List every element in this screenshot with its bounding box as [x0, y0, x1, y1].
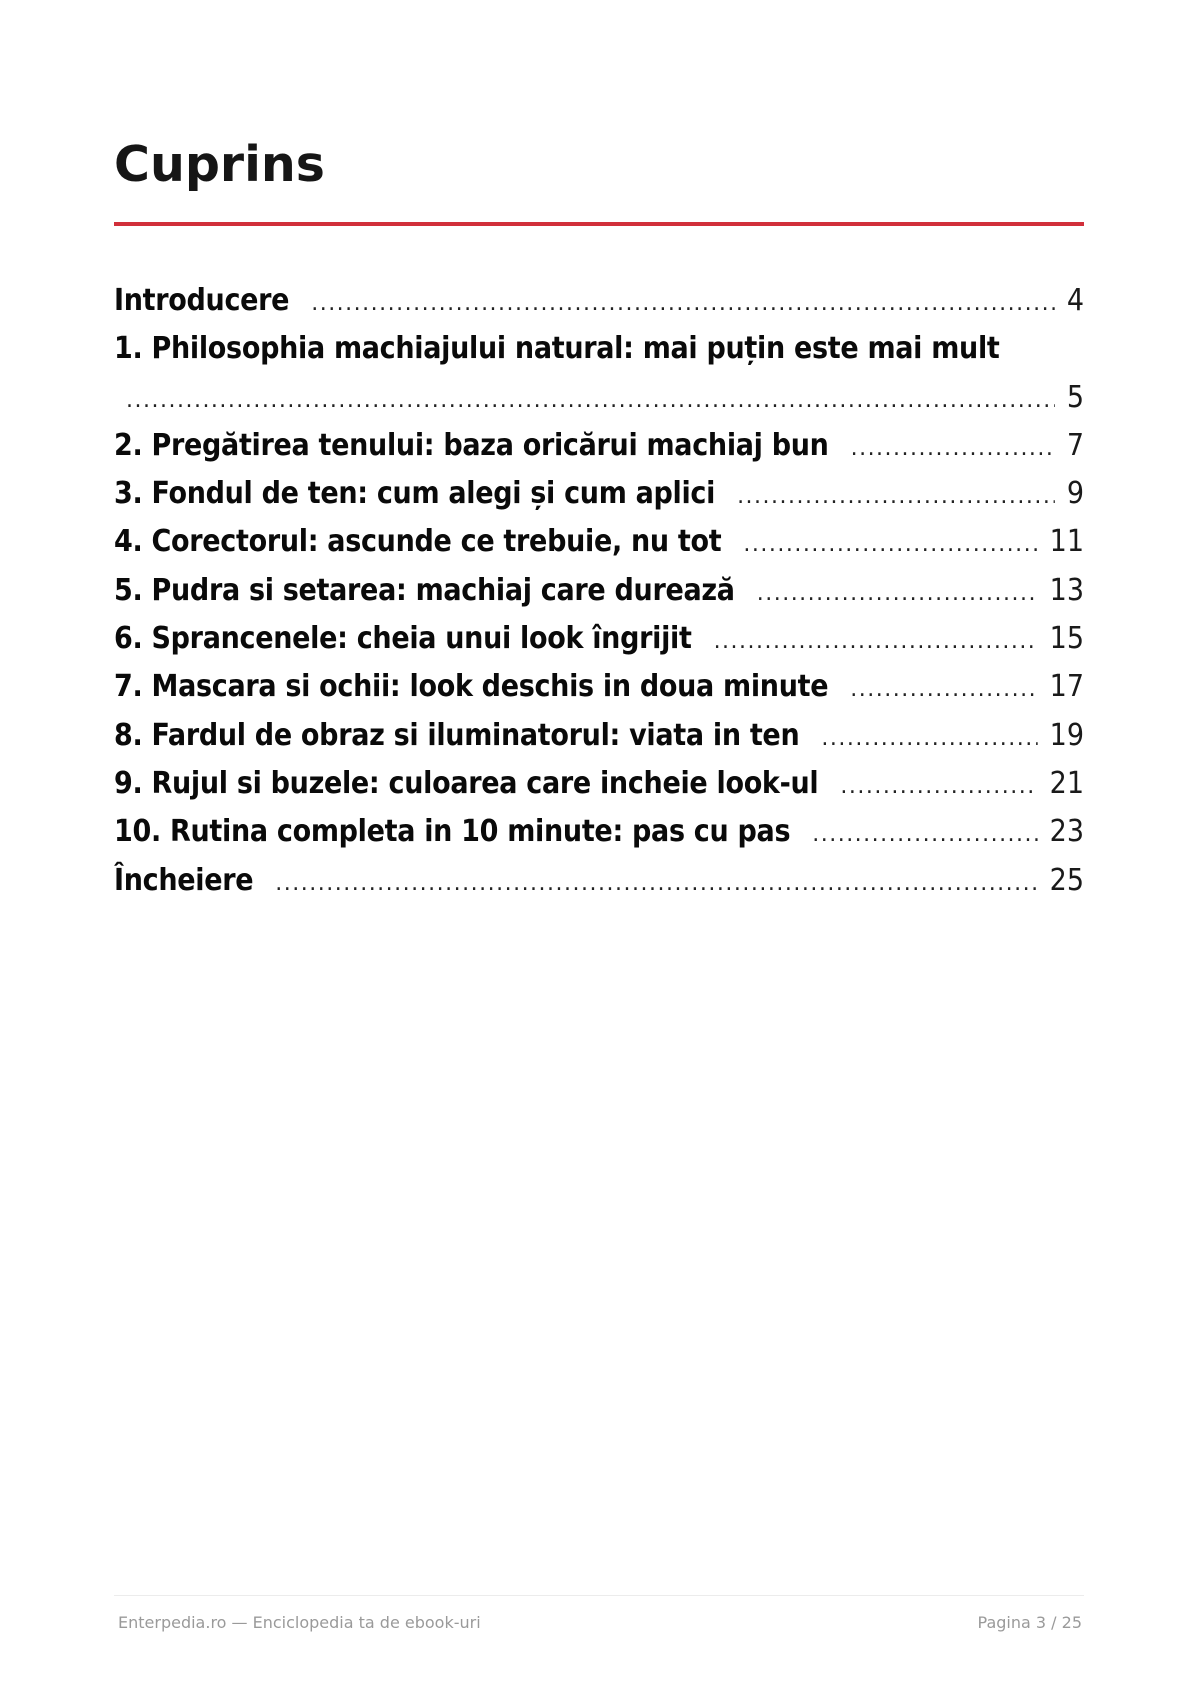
page-title: Cuprins [114, 136, 325, 193]
dot-leader [821, 715, 1037, 763]
toc-entry-chapter-4[interactable] [114, 518, 1084, 566]
toc-entry-chapter-5[interactable] [114, 567, 1084, 615]
dot-leader [840, 763, 1037, 811]
title-divider [114, 222, 1084, 226]
table-of-contents [114, 277, 1084, 905]
dot-leader [311, 280, 1055, 328]
toc-entry-chapter-10[interactable] [114, 808, 1084, 856]
toc-entry-page: 5 [1066, 379, 1084, 415]
toc-entry-page: 21 [1049, 765, 1084, 801]
toc-entry-label: 7. Mascara si ochii: look deschis in doua minute [114, 669, 829, 705]
dot-leader [757, 570, 1038, 618]
toc-entry-page: 23 [1049, 814, 1084, 850]
footer-divider [114, 1595, 1084, 1596]
toc-entry-page: 15 [1049, 621, 1084, 657]
toc-entry-label: 10. Rutina completa in 10 minute: pas cu pas [114, 814, 791, 850]
toc-entry-page: 9 [1066, 476, 1084, 512]
dot-leader [812, 811, 1037, 859]
toc-entry-label: 8. Fardul de obraz si iluminatorul: viata in ten [114, 717, 800, 753]
toc-entry-chapter-7[interactable] [114, 663, 1084, 711]
toc-entry-label: 3. Fondul de ten: cum alegi și cum aplici [114, 476, 716, 512]
toc-entry-label: Introducere [114, 283, 290, 318]
toc-entry-chapter-8[interactable] [114, 712, 1084, 760]
dot-leader [851, 425, 1055, 473]
toc-entry-label: Încheiere [114, 862, 254, 898]
toc-entry-label: 6. Sprancenele: cheia unui look îngrijit [114, 621, 692, 657]
dot-leader [126, 377, 1055, 425]
toc-entry-label: 4. Corectorul: ascunde ce trebuie, nu tot [114, 524, 722, 560]
toc-entry-label: 5. Pudra si setarea: machiaj care durează [114, 572, 735, 608]
toc-entry-chapter-3[interactable] [114, 470, 1084, 518]
footer-site-credit: Enterpedia.ro — Enciclopedia ta de ebook-uri [118, 1613, 481, 1632]
toc-entry-label: 2. Pregătirea tenului: baza oricărui machiaj bun [114, 427, 829, 463]
toc-entry-page: 4 [1066, 283, 1084, 318]
dot-leader [714, 618, 1038, 666]
dot-leader [850, 666, 1037, 714]
dot-leader [275, 860, 1037, 908]
dot-leader [743, 521, 1037, 569]
toc-entry-chapter-6[interactable] [114, 615, 1084, 663]
toc-entry-chapter-9[interactable] [114, 760, 1084, 808]
toc-entry-chapter-2[interactable] [114, 422, 1084, 470]
toc-entry-introducere[interactable] [114, 277, 1084, 325]
toc-entry-page: 7 [1066, 427, 1084, 463]
toc-entry-chapter-1-continuation[interactable] [114, 374, 1084, 422]
footer-page-number: Pagina 3 / 25 [977, 1613, 1082, 1632]
toc-entry-incheiere[interactable] [114, 857, 1084, 905]
toc-entry-label: 1. Philosophia machiajului natural: mai puțin este mai mult [114, 331, 1000, 367]
toc-entry-chapter-1[interactable] [114, 325, 1084, 373]
toc-entry-page: 13 [1049, 572, 1084, 608]
toc-entry-label: 9. Rujul si buzele: culoarea care incheie look-ul [114, 765, 819, 801]
toc-entry-page: 11 [1049, 524, 1084, 560]
toc-entry-page: 19 [1049, 717, 1084, 753]
dot-leader [737, 473, 1055, 521]
toc-entry-page: 25 [1049, 862, 1084, 898]
toc-entry-page: 17 [1049, 669, 1084, 705]
